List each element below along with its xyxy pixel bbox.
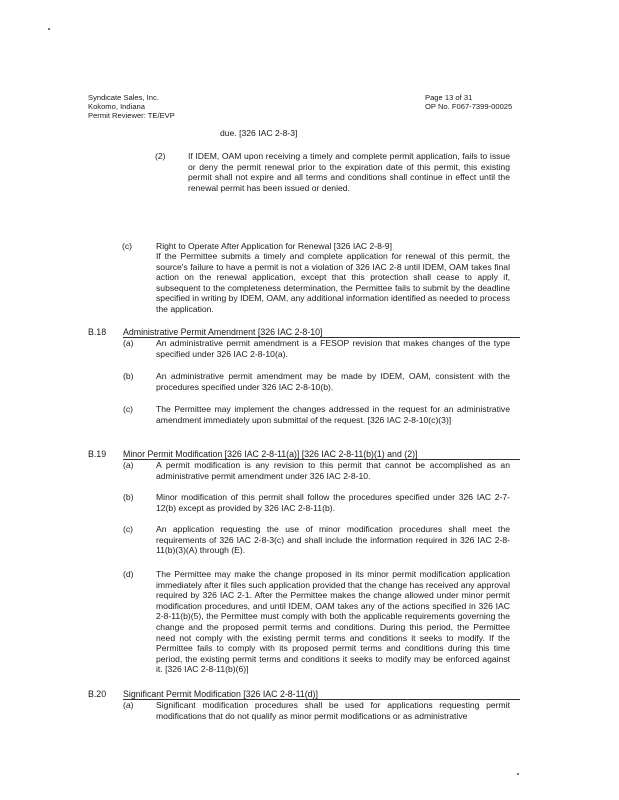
item-2-label: (2) — [155, 151, 166, 161]
page-number: Page 13 of 31 — [425, 93, 473, 102]
b19-c-text: An application requesting the use of minor modification procedures shall meet the requirements of 326 IAC 2-8-3(c) and shall include the information required in 326 IAC 2-8-11(b)(3)(A) through (E). — [156, 524, 510, 556]
item-2-text: If IDEM, OAM upon receiving a timely and complete permit application, fails to issue or deny the permit renewal prior to the expiration date of this permit, this existing permit shall not expire and all terms and conditions shall continue in effect until the renewal permit has been issued or denied. — [188, 151, 510, 193]
b19-b-text: Minor modification of this permit shall follow the procedures specified under 326 IAC 2-7-12(b) except as provided by 326 IAC 2-8-11(b). — [156, 492, 510, 513]
b19-a-label: (a) — [123, 460, 134, 470]
b19-c-label: (c) — [123, 524, 134, 534]
item-c-label: (c) — [122, 241, 133, 251]
header-left — [88, 93, 288, 120]
b19-d-text: The Permittee may make the change proposed in its minor permit modification application immediately after it files such application provided that the change has received any approval required by 326 IAC 2-1. After the Permittee makes the change allowed under minor permit modification procedures, and until IDEM, OAM takes any of the actions specified in 326 IAC 2-8-11(b)(5), the Permittee must comply with both the applicable requirements governing the change and the proposed permit terms and conditions. During this period, the Permittee need not comply with the existing permit terms and conditions it seeks to modify. If the Permittee fails to comply with its proposed permit terms and conditions during this time period, the existing permit terms and conditions it seeks to modify may be enforced against it. [326 IAC 2-8-11(b)(6)] — [156, 569, 510, 675]
header-right — [425, 93, 575, 111]
b20-title: Significant Permit Modification [326 IAC 2-8-11(d)] — [123, 689, 318, 699]
permit-number: OP No. F067-7399-00025 — [425, 102, 513, 111]
due-line: due. [326 IAC 2-8-3] — [220, 128, 298, 138]
b20-number: B.20 — [88, 689, 107, 699]
b19-number: B.19 — [88, 449, 107, 459]
b18-number: B.18 — [88, 327, 107, 337]
scan-speck — [48, 28, 50, 30]
item-c-text: If the Permittee submits a timely and complete application for renewal of this permit, the source's failure to have a permit is not a violation of 326 IAC 2-8 until IDEM, OAM takes final action on the renewal application, except that this protection shall cease to apply if, subsequent to the completeness determination, the Permittee fails to submit by the deadline specified in writing by IDEM, OAM, any additional information identified as needed to process the application. — [156, 251, 510, 314]
b18-c-text: The Permittee may implement the changes addressed in the request for an administrative amendment immediately upon submittal of the request. [326 IAC 2-8-10(c)(3)] — [156, 404, 510, 425]
b18-c-label: (c) — [123, 404, 134, 414]
b18-title: Administrative Permit Amendment [326 IAC 2-8-10] — [123, 327, 323, 337]
b20-a-label: (a) — [123, 700, 134, 710]
item-c-title: Right to Operate After Application for Renewal [326 IAC 2-8-9] — [156, 241, 392, 251]
b19-title: Minor Permit Modification [326 IAC 2-8-11(a)] [326 IAC 2-8-11(b)(1) and (2)] — [123, 449, 418, 459]
b18-a-text: An administrative permit amendment is a FESOP revision that makes changes of the type specified under 326 IAC 2-8-10(a). — [156, 338, 510, 359]
permit-reviewer: Permit Reviewer: TE/EVP — [88, 111, 175, 120]
b19-d-label: (d) — [123, 569, 134, 579]
b18-a-label: (a) — [123, 338, 134, 348]
b19-b-label: (b) — [123, 492, 134, 502]
b18-b-label: (b) — [123, 371, 134, 381]
scan-speck — [517, 773, 519, 775]
company-location: Kokomo, Indiana — [88, 102, 145, 111]
b18-b-text: An administrative permit amendment may be made by IDEM, OAM, consistent with the procedures specified under 326 IAC 2-8-10(b). — [156, 371, 510, 392]
b19-a-text: A permit modification is any revision to this permit that cannot be accomplished as an administrative permit amendment under 326 IAC 2-8-10. — [156, 460, 510, 481]
b20-a-text: Significant modification procedures shall be used for applications requesting permit modifications that do not qualify as minor permit modifications or as administrative — [156, 700, 510, 721]
company-name: Syndicate Sales, Inc. — [88, 93, 159, 102]
